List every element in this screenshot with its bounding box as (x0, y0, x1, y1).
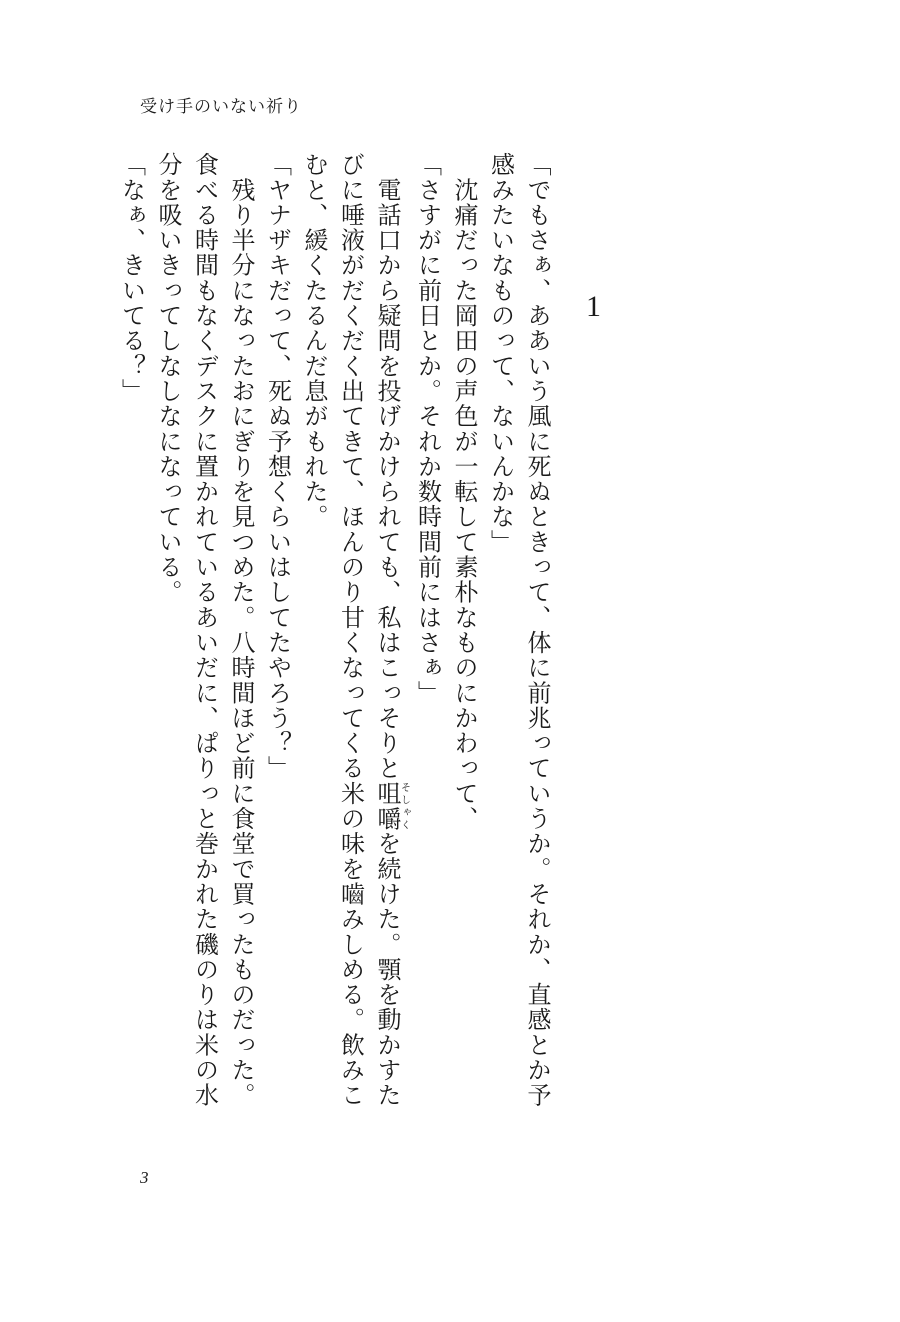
paragraph: 「ヤナザキだって、死ぬ予想くらいはしてたやろう？」 (263, 152, 292, 781)
paragraph-with-ruby (296, 152, 410, 1132)
ruby-base: 咀嚼 (373, 780, 401, 832)
page-number: 3 (140, 1168, 149, 1187)
paragraph: 残り半分になったおにぎりを見つめた。八時間ほど前に食堂で買ったものだった。食べる時間もなくデスクに置かれているあいだに、ぱりっと巻かれた磯のりは米の水分を吸いきってしなしなになっている。 (154, 152, 255, 1108)
paragraph: 「でもさぁ、ああいう風に死ぬときって、体に前兆っていうか。それか、直感とか予感みたいなものって、ないんかな」 (486, 152, 551, 1108)
running-header: 受け手のいない祈り (140, 97, 302, 117)
ruby-reading: そしゃく (398, 780, 410, 832)
ruby-word (373, 780, 410, 832)
paragraph: 「なぁ、きいてる？」 (117, 152, 146, 404)
chapter-number: 1 (586, 290, 601, 323)
paragraph: 沈痛だった岡田の声色が一転して素朴なものにかわって、 (450, 152, 478, 832)
paragraph-part: を続けた。顎を動かすたびに唾液がだくだく出てきて、ほんのり甘くなってくる米の味を嚙みしめる。飲みこむと、緩くたるんだ息がもれた。 (300, 152, 401, 1108)
paragraph: 「さすがに前日とか。それか数時間前にはさぁ」 (413, 152, 442, 706)
paragraph-part: 電話口から疑問を投げかけられても、私はこっそりと (373, 152, 401, 781)
body-text (117, 152, 555, 1132)
